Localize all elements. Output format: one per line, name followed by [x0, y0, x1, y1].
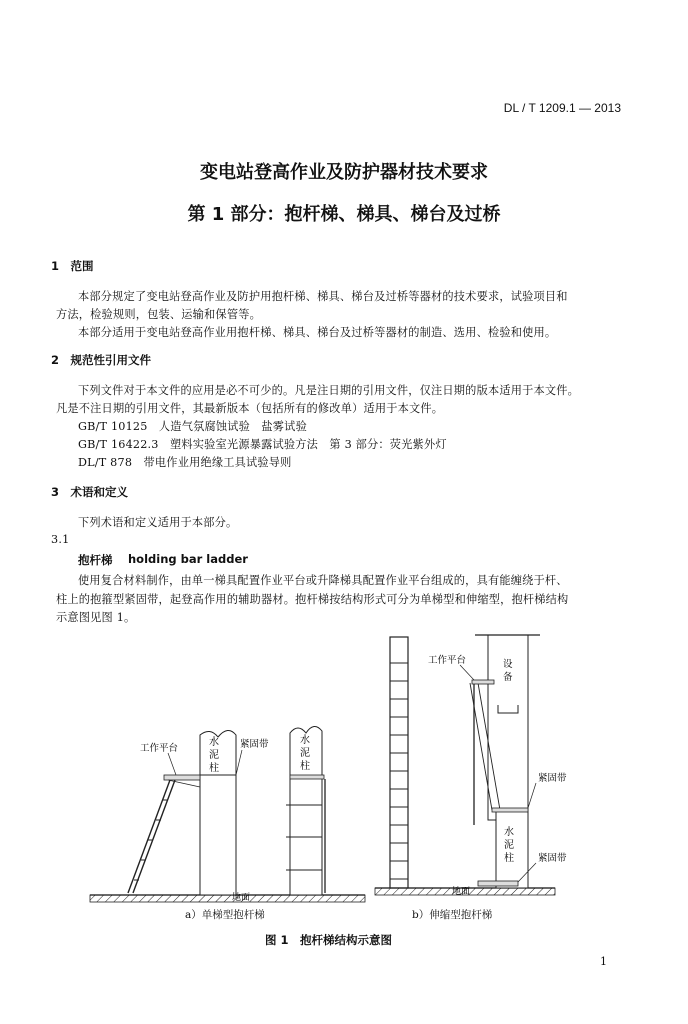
document-subtitle: 第 1 部分：抱杆梯、梯具、梯台及过桥	[187, 204, 501, 225]
document-title: 变电站登高作业及防护器材技术要求	[200, 162, 488, 183]
ladder	[390, 637, 408, 888]
subcaption-a: a）单梯型抱杆梯	[185, 909, 265, 921]
figure-caption: 图 1 抱杆梯结构示意图	[265, 933, 393, 947]
concrete-column	[286, 726, 325, 895]
column-label-char: 柱	[209, 763, 219, 774]
column-label-char: 柱	[504, 853, 514, 864]
column-label-char: 泥	[209, 750, 219, 761]
work-platform	[478, 881, 518, 886]
work-platform	[164, 775, 200, 780]
ladder	[128, 780, 175, 893]
reference-item: GB/T 10125 人造气氛腐蚀试验 盐雾试验	[78, 420, 307, 433]
standard-code-header: DL / T 1209.1 — 2013	[503, 101, 621, 115]
concrete-column	[200, 730, 236, 895]
tightening-band-label: 紧固带	[240, 739, 269, 750]
column-label-char: 水	[300, 735, 310, 746]
section-2-heading: 2 规范性引用文件	[51, 353, 152, 367]
tightening-band-label: 紧固带	[538, 853, 567, 864]
platform-label: 工作平台	[140, 743, 179, 754]
ground-label: 地面	[232, 893, 251, 903]
equipment-label-char: 备	[503, 672, 513, 683]
platform-label: 工作平台	[428, 655, 467, 666]
definition-line-1: 使用复合材料制作，由单一梯具配置作业平台或升降梯具配置作业平台组成的，具有能缠绕于杆、	[78, 574, 568, 587]
section-1-para-2: 本部分适用于变电站登高作业用抱杆梯、梯具、梯台及过桥等器材的制造、选用、检验和使用。	[78, 326, 557, 339]
column-label-char: 泥	[504, 840, 514, 851]
section-1-para-1-line-2: 方法，检验规则，包装、运输和保管等。	[56, 308, 261, 321]
term-english: holding bar ladder	[128, 552, 248, 566]
work-platform	[472, 680, 494, 684]
column-label-char: 水	[504, 827, 514, 838]
figure-b-telescopic-ladder	[375, 635, 567, 897]
section-3-intro: 下列术语和定义适用于本部分。	[78, 516, 238, 529]
ground-label: 地面	[452, 887, 471, 897]
section-2-para-line-1: 下列文件对于本文件的应用是必不可少的。凡是注日期的引用文件，仅注日期的版本适用于本文件。	[78, 384, 580, 397]
column-label-char: 柱	[300, 761, 310, 772]
definition-line-3: 示意图见图 1。	[56, 611, 136, 624]
ground-hatch	[90, 895, 365, 902]
column-label-char: 泥	[300, 748, 310, 759]
equipment-label-char: 设	[503, 659, 513, 670]
section-3-heading: 3 术语和定义	[51, 485, 129, 499]
holding-bar-ladder-diagram	[0, 625, 688, 925]
section-1-heading: 1 范围	[51, 259, 94, 273]
section-1-para-1-line-1: 本部分规定了变电站登高作业及防护用抱杆梯、梯具、梯台及过桥等器材的技术要求，试验项目和	[78, 290, 568, 303]
column-label-char: 水	[209, 737, 219, 748]
work-platform	[492, 808, 528, 812]
definition-line-2: 柱上的抱箍型紧固带，起登高作用的辅助器材。抱杆梯按结构形式可分为单梯型和伸缩型，抱杆梯结构	[56, 593, 569, 606]
term-number: 3.1	[51, 533, 70, 546]
reference-item: DL/T 878 带电作业用绝缘工具试验导则	[78, 456, 292, 469]
term-chinese: 抱杆梯	[78, 553, 113, 567]
page-number: 1	[600, 955, 607, 968]
figure-a-single-ladder	[90, 726, 365, 903]
subcaption-b: b）伸缩型抱杆梯	[412, 909, 493, 921]
tightening-band-label: 紧固带	[538, 773, 567, 784]
section-2-para-line-2: 凡是不注日期的引用文件，其最新版本（包括所有的修改单）适用于本文件。	[56, 402, 444, 415]
reference-item: GB/T 16422.3 塑料实验室光源暴露试验方法 第 3 部分：荧光紫外灯	[78, 438, 447, 451]
